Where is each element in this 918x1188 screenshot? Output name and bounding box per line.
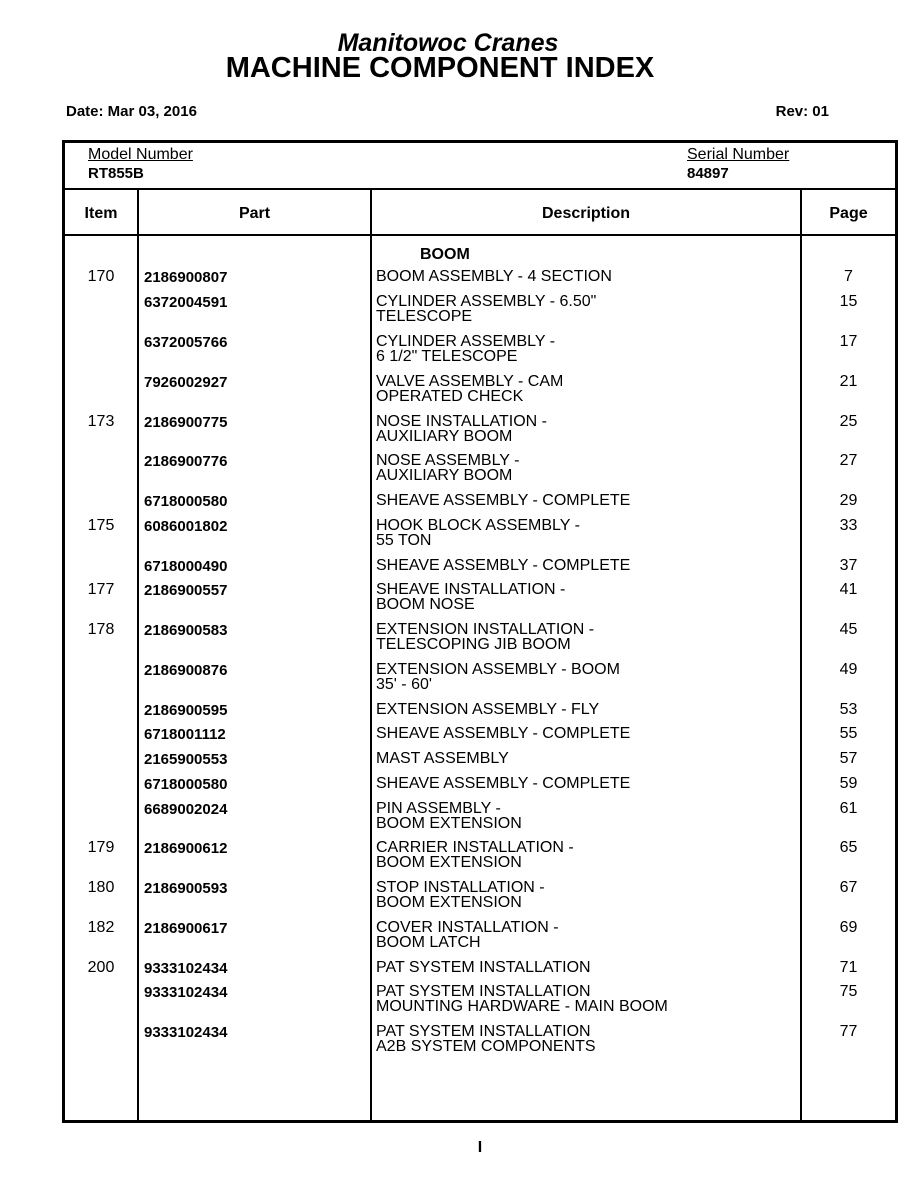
- item-number: 177: [87, 581, 115, 598]
- page-reference: 77: [839, 1023, 858, 1040]
- part-number: 6372005766: [144, 334, 228, 351]
- part-description: CARRIER INSTALLATION - BOOM EXTENSION: [376, 839, 574, 871]
- item-number: 175: [87, 517, 115, 534]
- part-number: 6372004591: [144, 294, 228, 311]
- page-reference: 7: [844, 268, 853, 285]
- table-row: [65, 620, 895, 656]
- page-reference: 75: [839, 983, 858, 1000]
- page-reference: 15: [839, 293, 858, 310]
- part-description: SHEAVE ASSEMBLY - COMPLETE: [376, 492, 631, 509]
- page-reference: 55: [839, 725, 858, 742]
- part-number: 2165900553: [144, 751, 228, 768]
- page-reference: 29: [839, 492, 858, 509]
- part-description: HOOK BLOCK ASSEMBLY - 55 TON: [376, 517, 580, 549]
- item-number: 179: [87, 839, 115, 856]
- part-number: 6086001802: [144, 518, 228, 535]
- part-description: STOP INSTALLATION - BOOM EXTENSION: [376, 879, 545, 911]
- part-number: 2186900775: [144, 414, 228, 431]
- part-number: 7926002927: [144, 374, 228, 391]
- column-header-divider: [65, 234, 895, 236]
- table-row: [65, 372, 895, 408]
- column-header-description: Description: [541, 205, 630, 222]
- document-date: Date: Mar 03, 2016: [66, 103, 197, 120]
- part-description: EXTENSION ASSEMBLY - BOOM 35' - 60': [376, 661, 620, 693]
- table-row: [65, 292, 895, 328]
- table-row: [65, 838, 895, 874]
- item-number: 173: [87, 413, 115, 430]
- part-description: VALVE ASSEMBLY - CAM OPERATED CHECK: [376, 373, 564, 405]
- part-description: EXTENSION INSTALLATION - TELESCOPING JIB BOOM: [376, 621, 595, 653]
- document-revision: Rev: 01: [775, 103, 829, 120]
- part-number: 6689002024: [144, 801, 228, 818]
- document-title: MACHINE COMPONENT INDEX: [225, 52, 655, 84]
- part-number: 6718001112: [144, 726, 226, 743]
- part-description: SHEAVE ASSEMBLY - COMPLETE: [376, 775, 631, 792]
- table-row: [65, 660, 895, 696]
- page-reference: 17: [839, 333, 858, 350]
- page-number: I: [477, 1139, 483, 1156]
- part-description: EXTENSION ASSEMBLY - FLY: [376, 701, 600, 718]
- part-number: 9333102434: [144, 960, 228, 977]
- item-number: 182: [87, 919, 115, 936]
- item-number: 200: [87, 959, 115, 976]
- table-row: [65, 1022, 895, 1058]
- serial-number-block: [687, 145, 789, 184]
- page-reference: 65: [839, 839, 858, 856]
- part-number: 9333102434: [144, 1024, 228, 1041]
- part-number: 6718000490: [144, 558, 228, 575]
- page-reference: 53: [839, 701, 858, 718]
- page-reference: 41: [839, 581, 858, 598]
- serial-number-label: Serial Number: [687, 146, 790, 163]
- part-number: 2186900593: [144, 880, 228, 897]
- table-row: [65, 580, 895, 616]
- part-description: PAT SYSTEM INSTALLATION A2B SYSTEM COMPONENTS: [376, 1023, 596, 1055]
- table-row: [65, 878, 895, 914]
- serial-number-value: 84897: [687, 165, 729, 182]
- page-reference: 59: [839, 775, 858, 792]
- header-divider: [65, 188, 895, 190]
- table-row: [65, 332, 895, 368]
- part-description: PAT SYSTEM INSTALLATION: [376, 959, 591, 976]
- table-row: [65, 982, 895, 1018]
- part-number: 2186900617: [144, 920, 228, 937]
- part-number: 2186900595: [144, 702, 228, 719]
- part-description: PAT SYSTEM INSTALLATION MOUNTING HARDWARE - MAIN BOOM: [376, 983, 668, 1015]
- table-row: [65, 451, 895, 487]
- page-reference: 37: [839, 557, 858, 574]
- table-row: [65, 412, 895, 448]
- column-header-part: Part: [238, 205, 271, 222]
- table-row: [65, 918, 895, 954]
- part-number: 6718000580: [144, 776, 228, 793]
- model-number-block: [88, 145, 193, 184]
- column-header-page: Page: [829, 205, 868, 222]
- part-number: 2186900557: [144, 582, 228, 599]
- part-number: 2186900583: [144, 622, 228, 639]
- component-index-table: [62, 140, 898, 1123]
- page-reference: 25: [839, 413, 858, 430]
- page-reference: 71: [839, 959, 858, 976]
- part-description: CYLINDER ASSEMBLY - 6 1/2" TELESCOPE: [376, 333, 556, 365]
- item-number: 170: [87, 268, 115, 285]
- page-reference: 49: [839, 661, 858, 678]
- model-number-label: Model Number: [88, 146, 193, 163]
- part-description: BOOM ASSEMBLY - 4 SECTION: [376, 268, 612, 285]
- part-number: 2186900807: [144, 269, 228, 286]
- page-reference: 45: [839, 621, 858, 638]
- page-reference: 21: [839, 373, 858, 390]
- part-description: NOSE INSTALLATION - AUXILIARY BOOM: [376, 413, 547, 445]
- part-number: 2186900776: [144, 453, 228, 470]
- part-description: PIN ASSEMBLY - BOOM EXTENSION: [376, 800, 522, 832]
- table-row: [65, 516, 895, 552]
- page-reference: 33: [839, 517, 858, 534]
- model-number-value: RT855B: [88, 165, 144, 182]
- part-number: 2186900612: [144, 840, 228, 857]
- part-number: 6718000580: [144, 493, 228, 510]
- page-reference: 27: [839, 452, 858, 469]
- column-header-item: Item: [84, 205, 118, 222]
- section-title: BOOM: [420, 246, 470, 263]
- part-description: SHEAVE ASSEMBLY - COMPLETE: [376, 557, 631, 574]
- part-description: CYLINDER ASSEMBLY - 6.50" TELESCOPE: [376, 293, 597, 325]
- part-description: MAST ASSEMBLY: [376, 750, 509, 767]
- page-reference: 57: [839, 750, 858, 767]
- company-name: Manitowoc Cranes: [337, 29, 559, 57]
- page-reference: 67: [839, 879, 858, 896]
- part-number: 9333102434: [144, 984, 228, 1001]
- part-description: COVER INSTALLATION - BOOM LATCH: [376, 919, 559, 951]
- part-description: NOSE ASSEMBLY - AUXILIARY BOOM: [376, 452, 520, 484]
- page-reference: 69: [839, 919, 858, 936]
- part-description: SHEAVE ASSEMBLY - COMPLETE: [376, 725, 631, 742]
- item-number: 178: [87, 621, 115, 638]
- part-number: 2186900876: [144, 662, 228, 679]
- table-row: [65, 799, 895, 835]
- page-reference: 61: [839, 800, 858, 817]
- item-number: 180: [87, 879, 115, 896]
- part-description: SHEAVE INSTALLATION - BOOM NOSE: [376, 581, 566, 613]
